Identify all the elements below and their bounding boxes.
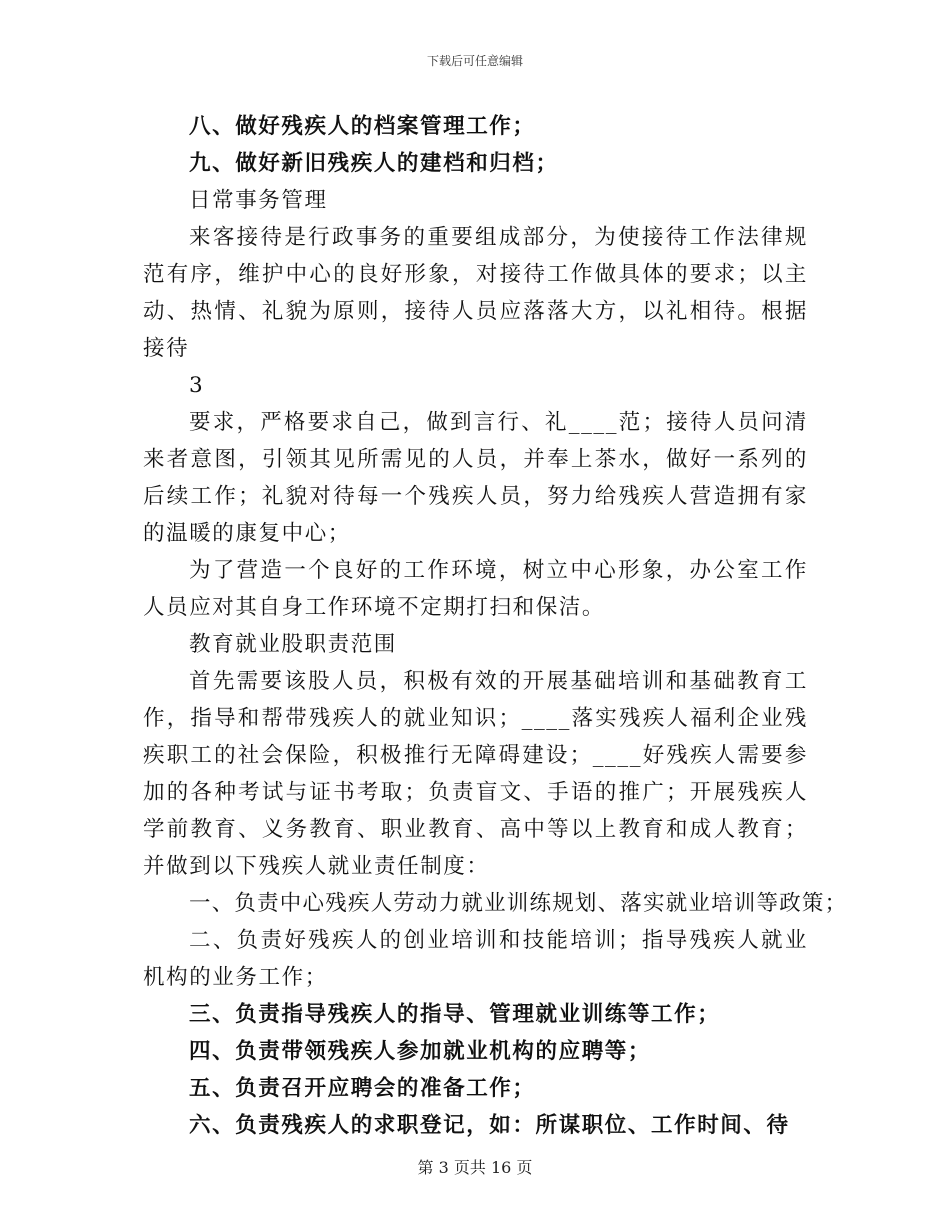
item-nine: 九、做好新旧残疾人的建档和归档；	[189, 151, 559, 176]
paragraph-education-duties: 首先需要该股人员，积极有效的开展基础培训和基础教育工作，指导和帮带残疾人的就业知识；____落实残疾人福利企业残疾职工的社会保险，积极推行无障碍建设；____好残疾人需要参加的各种考试与证书考取；负责盲文、手语的推广；开展残疾人学前教育、义务教育、职业教育、高中等以上教育和成人教育；并做到以下残疾人就业责任制度：	[143, 669, 808, 879]
inline-page-number: 3	[189, 373, 205, 398]
page-footer: 第 3 页共 16 页	[417, 1158, 533, 1177]
item-four: 四、负责带领残疾人参加就业机构的应聘等；	[189, 1039, 652, 1064]
section-heading-education: 教育就业股职责范围	[189, 632, 397, 657]
item-three: 三、负责指导残疾人的指导、管理就业训练等工作；	[189, 1002, 721, 1027]
paragraph-environment: 为了营造一个良好的工作环境，树立中心形象，办公室工作人员应对其自身工作环境不定期打扫和保洁。	[143, 558, 808, 620]
item-five: 五、负责召开应聘会的准备工作；	[189, 1076, 536, 1101]
section-heading-daily-affairs: 日常事务管理	[189, 188, 328, 213]
item-six: 六、负责残疾人的求职登记，如：所谋职位、工作时间、待	[189, 1113, 790, 1138]
item-eight: 八、做好残疾人的档案管理工作；	[189, 114, 536, 139]
item-one: 一、负责中心残疾人劳动力就业训练规划、落实就业培训等政策；	[189, 891, 848, 916]
document-body	[143, 108, 848, 1144]
paragraph-requirements: 要求，严格要求自己，做到言行、礼____范；接待人员问清来者意图，引领其见所需见的人员，并奉上茶水，做好一系列的后续工作；礼貌对待每一个残疾人员，努力给残疾人营造拥有家的温暖的康复中心；	[143, 410, 808, 546]
page-header: 下载后可任意编辑	[426, 54, 523, 68]
item-two: 二、负责好残疾人的创业培训和技能培训；指导残疾人就业机构的业务工作；	[143, 928, 808, 990]
paragraph-reception: 来客接待是行政事务的重要组成部分，为使接待工作法律规范有序，维护中心的良好形象，对接待工作做具体的要求；以主动、热情、礼貌为原则，接待人员应落落大方，以礼相待。根据接待	[143, 225, 808, 361]
